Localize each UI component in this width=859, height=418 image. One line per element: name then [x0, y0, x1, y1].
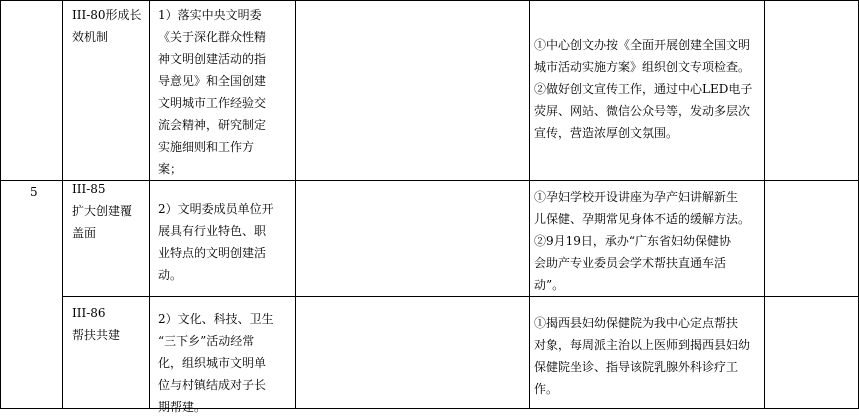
item-cell [72, 4, 142, 48]
task-line: 化，组织城市文明单 [158, 356, 267, 370]
progress-line: 城市活动实施方案》组织创文专项检查。 [534, 60, 751, 74]
col-divider-0 [0, 0, 1, 409]
progress-line: 荧屏、网站、微信公众号等，发动多层次 [534, 104, 751, 118]
col-divider-2 [149, 0, 150, 409]
item-line: 扩大创建覆 [72, 204, 133, 218]
col-divider-3 [295, 0, 296, 409]
task-line: 展具有行业特色、职 [158, 224, 267, 238]
task-line: 神文明创建活动的指 [158, 52, 267, 66]
task-line: 1）落实中央文明委 [158, 8, 262, 22]
progress-cell [534, 34, 752, 144]
progress-line: 保健院坐诊、指导该院乳腺外科诊疗工 [534, 360, 739, 374]
col-divider-1 [62, 0, 63, 409]
task-line: 位与村镇结成对子长 [158, 378, 267, 392]
task-cell [158, 308, 274, 418]
item-line: III-86 [72, 306, 106, 320]
item-cell [72, 302, 120, 346]
progress-line: ①揭西县妇幼保健院为我中心定点帮扶 [534, 316, 739, 330]
progress-line: ②做好创文宣传工作，通过中心LED电子 [534, 82, 753, 96]
task-line: 期帮建。 [158, 400, 207, 414]
item-line: 效机制 [72, 30, 109, 44]
item-line: III-85 [72, 182, 106, 196]
task-line: “三下乡”活动经常 [158, 334, 255, 348]
progress-line: 作。 [534, 382, 559, 396]
task-line: 2）文化、科技、卫生 [158, 312, 274, 326]
progress-cell [534, 312, 750, 400]
item-line: 帮扶共建 [72, 328, 121, 342]
task-line: 业特点的文明创建活 [158, 246, 267, 260]
row-divider-2 [62, 296, 859, 297]
task-line: 案； [158, 162, 183, 176]
col-divider-4 [529, 0, 530, 409]
progress-line: 儿保健、孕期常见身体不适的缓解方法。 [534, 212, 751, 226]
item-cell [72, 178, 132, 244]
task-cell [158, 198, 274, 286]
item-line: 盖面 [72, 226, 97, 240]
progress-line: ①孕妇学校开设讲座为孕产妇讲解新生 [534, 190, 739, 204]
task-line: 2）文明委成员单位开 [158, 202, 274, 216]
col-divider-5 [764, 0, 765, 409]
task-line: 文明城市工作经验交 [158, 96, 267, 110]
task-line: 动。 [158, 268, 183, 282]
item-line: III-80形成长 [72, 8, 142, 22]
progress-line: ②9月19日，承办“广东省妇幼保健协 [534, 234, 732, 248]
progress-line: 动”。 [534, 278, 565, 292]
task-line: 流会精神，研究制定 [158, 118, 267, 132]
task-line: 《关于深化群众性精 [158, 30, 267, 44]
task-line: 实施细则和工作方 [158, 140, 255, 154]
task-line: 导意见》和全国创建 [158, 74, 267, 88]
progress-line: 宣传，营造浓厚创文氛围。 [534, 126, 679, 140]
row-number: 5 [30, 185, 38, 199]
progress-line: 会助产专业委员会学术帮扶直通车活 [534, 256, 727, 270]
progress-line: 对象，每周派主治以上医师到揭西县妇幼 [534, 338, 751, 352]
progress-cell [534, 186, 750, 296]
task-cell [158, 4, 266, 180]
bottom-border [0, 408, 859, 409]
top-border [0, 0, 859, 1]
progress-line: ①中心创文办按《全面开展创建全国文明 [534, 38, 751, 52]
